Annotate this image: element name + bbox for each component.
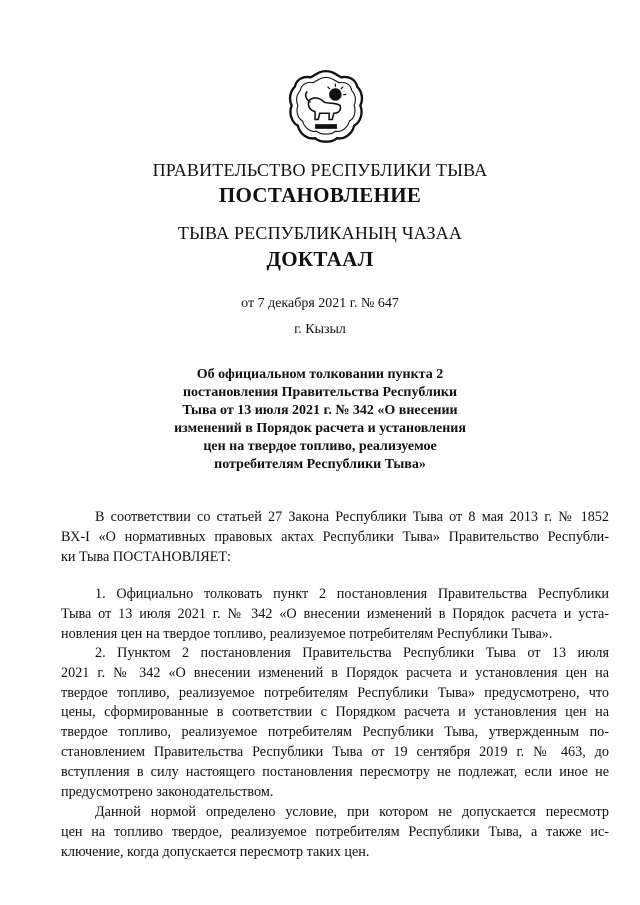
- title-line: потребителям Республики Тыва»: [214, 457, 426, 472]
- text-line: твердое топливо, реализуемое потребителям Республики Тыва, утвержденным по-: [61, 724, 609, 741]
- text-line: вступления в силу настоящего постановления пересмотру не подлежат, если иное не: [61, 763, 609, 780]
- text-line: цены, сформированные в соответствии с Порядком расчета и установления цен на: [61, 704, 609, 721]
- text-line: 2. Пунктом 2 постановления Правительства Республики Тыва от 13 июля: [95, 645, 609, 661]
- date-and-number: от 7 декабря 2021 г. № 647: [241, 296, 399, 311]
- text-line: цен на топливо твердое, реализуемое потребителям Республики Тыва, а также ис-: [61, 823, 609, 840]
- coat-of-arms-icon: [287, 68, 365, 146]
- text-line: 1. Официально толковать пункт 2 постановления Правительства Республики: [95, 586, 609, 602]
- document-type-ru: ПОСТАНОВЛЕНИЕ: [218, 183, 422, 207]
- paragraph-item-3: [61, 803, 609, 862]
- title-line: Об официальном толковании пункта 2: [196, 367, 444, 382]
- title-line: Тыва от 13 июля 2021 г. № 342 «О внесении: [182, 403, 458, 418]
- government-name-tyva: ТЫВА РЕСПУБЛИКАНЫҢ ЧАЗАА: [177, 223, 463, 243]
- paragraph-item-1: [61, 585, 609, 644]
- text-line: Данной нормой определено условие, при котором не допускается пересмотр: [95, 804, 609, 820]
- text-line: ключение, когда допускается пересмотр таких цен.: [61, 843, 370, 860]
- paragraph-intro: [61, 508, 609, 567]
- paragraph-item-2: [61, 644, 609, 802]
- city: г. Кызыл: [294, 322, 346, 337]
- text-line: В соответствии со статьей 27 Закона Республики Тыва от 8 мая 2013 г. № 1852: [95, 509, 609, 525]
- title-line: цен на твердое топливо, реализуемое: [203, 439, 437, 454]
- text-line: Тыва от 13 июля 2021 г. № 342 «О внесении изменений в Порядок расчета и уста-: [61, 605, 609, 622]
- text-line: ВХ-I «О нормативных правовых актах Республики Тыва» Правительство Республи-: [61, 528, 609, 545]
- document-type-tyva: ДОКТААЛ: [266, 247, 374, 271]
- text-line: твердое топливо, реализуемое потребителям Республики Тыва» предусмотрено, что: [61, 684, 609, 701]
- title-line: изменений в Порядок расчета и установления: [174, 421, 466, 436]
- text-line: 2021 г. № 342 «О внесении изменений в Порядок расчета и установления цен на: [61, 664, 609, 681]
- text-line: ки Тыва ПОСТАНОВЛЯЕТ:: [61, 548, 231, 565]
- text-line: новления цен на твердое топливо, реализуемое потребителям Республики Тыва».: [61, 625, 553, 642]
- document-title: [150, 366, 490, 474]
- text-line: предусмотрено законодательством.: [61, 783, 274, 800]
- government-name-ru: ПРАВИТЕЛЬСТВО РЕСПУБЛИКИ ТЫВА: [152, 160, 488, 180]
- text-line: становлением Правительства Республики Тыва от 19 сентября 2019 г. № 463, до: [61, 743, 609, 760]
- title-line: постановления Правительства Республики: [182, 385, 458, 400]
